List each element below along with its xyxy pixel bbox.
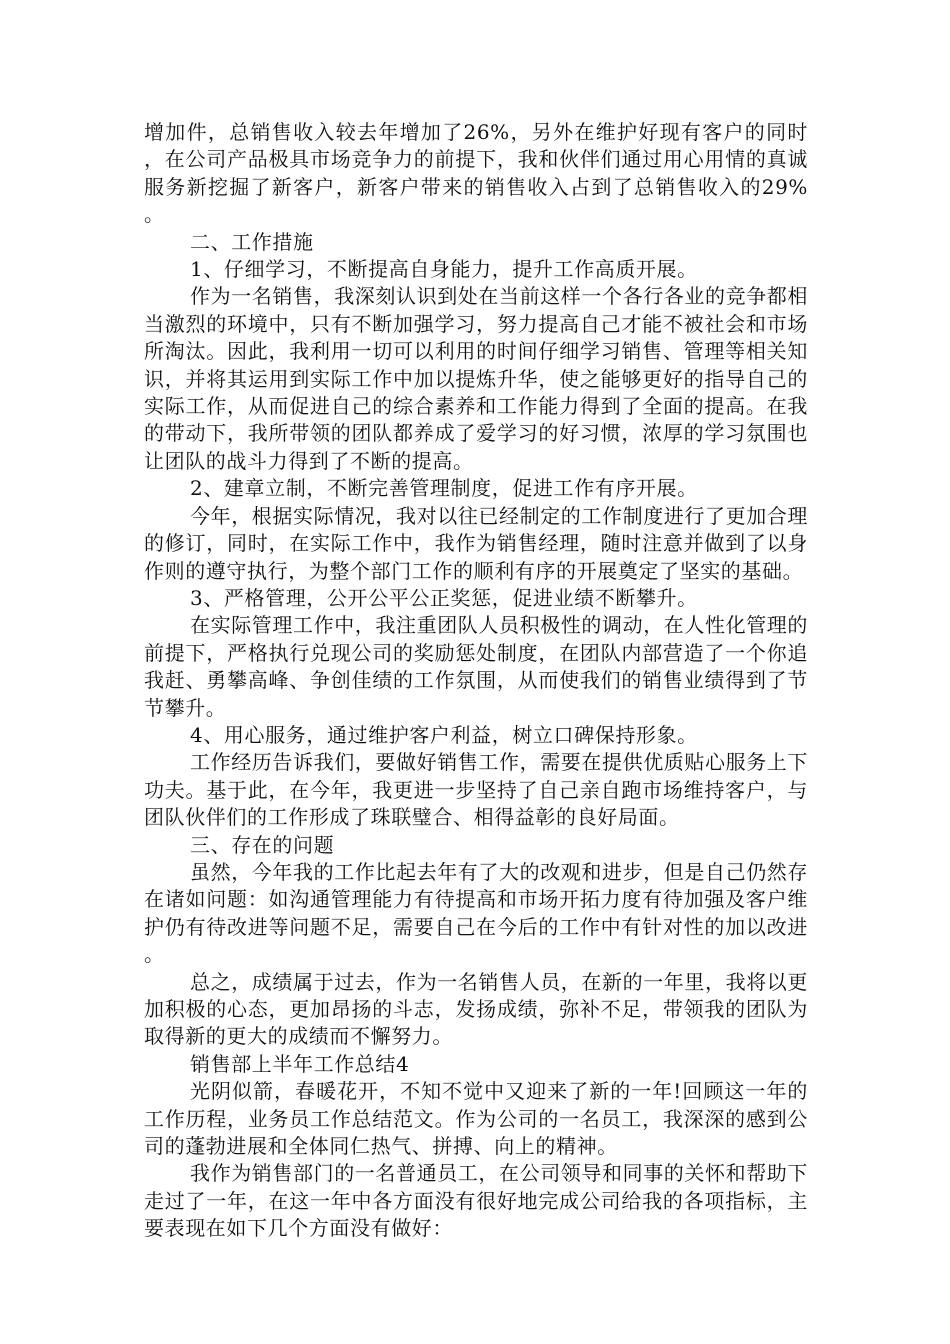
subsection-heading: 4、用心服务，通过维护客户利益，树立口碑保持形象。 — [190, 722, 698, 747]
section-heading: 二、工作措施 — [190, 229, 314, 254]
paragraph: 今年，根据实际情况，我对以往已经制定的工作制度进行了更加合理的修订，同时，在实际工作中，我作为销售经理，随时注意并做到了以身作则的遵守执行，为整个部门工作的顺利有序的开展奠定了坚实的基础。 — [144, 503, 808, 583]
paragraph: 虽然，今年我的工作比起去年有了大的改观和进步，但是自己仍然存在诸如问题：如沟通管理能力有待提高和市场开拓力度有待加强及客户维护仍有待改进等问题不足，需要自己在今后的工作中有针对性的加以改进。 — [144, 859, 808, 967]
paragraph: 在实际管理工作中，我注重团队人员积极性的调动，在人性化管理的前提下，严格执行兑现公司的奖励惩处制度，在团队内部营造了一个你追我赶、勇攀高峰、争创佳绩的工作氛围，从而使我们的销售业绩得到了节节攀升。 — [144, 613, 808, 720]
subsection-heading: 1、仔细学习，不断提高自身能力，提升工作高质开展。 — [190, 257, 698, 282]
paragraph: 我作为销售部门的一名普通员工，在公司领导和同事的关怀和帮助下走过了一年，在这一年中各方面没有很好地完成公司给我的各项指标，主要表现在如下几个方面没有做好： — [144, 1161, 808, 1241]
subsection-heading: 2、建章立制，不断完善管理制度，促进工作有序开展。 — [190, 476, 698, 501]
paragraph: 增加件，总销售收入较去年增加了26%，另外在维护好现有客户的同时，在公司产品极具市场竞争力的前提下，我和伙伴们通过用心用情的真诚服务新挖掘了新客户，新客户带来的销售收入占到了总销售收入的29%。 — [144, 120, 808, 227]
paragraph: 工作经历告诉我们，要做好销售工作，需要在提供优质贴心服务上下功夫。基于此，在今年，我更进一步坚持了自己亲自跑市场维持客户，与团队伙伴们的工作形成了珠联璧合、相得益彰的良好局面。 — [144, 750, 808, 830]
document-body — [144, 119, 808, 1243]
section-heading: 三、存在的问题 — [190, 832, 335, 857]
paragraph: 总之，成绩属于过去，作为一名销售人员，在新的一年里，我将以更加积极的心态，更加昂扬的斗志，发扬成绩，弥补不足，带领我的团队为取得新的更大的成绩而不懈努力。 — [144, 969, 808, 1049]
paragraph: 光阴似箭，春暖花开，不知不觉中又迎来了新的一年!回顾这一年的工作历程，业务员工作总结范文。作为公司的一名员工，我深深的感到公司的蓬勃进展和全体同仁热气、拼搏、向上的精神。 — [144, 1079, 808, 1159]
paragraph: 作为一名销售，我深刻认识到处在当前这样一个各行各业的竞争都相当激烈的环境中，只有不断加强学习，努力提高自己才能不被社会和市场所淘汰。因此，我利用一切可以利用的时间仔细学习销售、管理等相关知识，并将其运用到实际工作中加以提炼升华，使之能够更好的指导自己的实际工作，从而促进自己的综合素养和工作能力得到了全面的提高。在我的带动下，我所带领的团队都养成了爱学习的好习惯，浓厚的学习氛围也让团队的战斗力得到了不断的提高。 — [144, 284, 808, 473]
document-title: 销售部上半年工作总结4 — [190, 1051, 410, 1076]
subsection-heading: 3、严格管理，公开公平公正奖惩，促进业绩不断攀升。 — [190, 585, 698, 610]
